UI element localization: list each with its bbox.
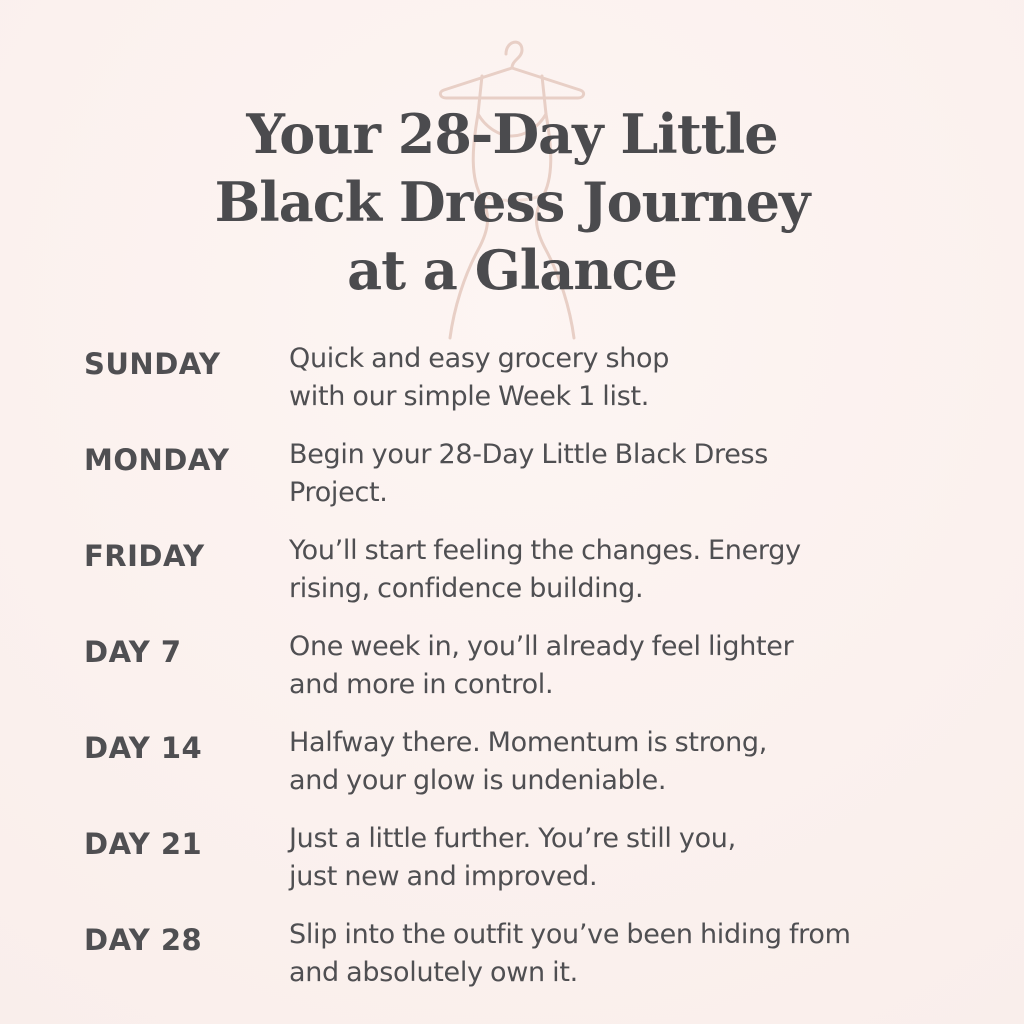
page-title xyxy=(0,100,1024,304)
description-line: You’ll start feeling the changes. Energy xyxy=(289,535,801,566)
description-line: and more in control. xyxy=(289,669,554,700)
day-label: DAY 7 xyxy=(84,635,182,669)
schedule-row-day-21 xyxy=(84,820,984,916)
schedule-row-day-14 xyxy=(84,724,984,820)
description-line: and your glow is undeniable. xyxy=(289,765,667,796)
day-label: SUNDAY xyxy=(84,347,221,381)
title-line: at a Glance xyxy=(347,238,677,302)
schedule-row-monday xyxy=(84,436,984,532)
day-label: FRIDAY xyxy=(84,539,205,573)
title-line: Black Dress Journey xyxy=(214,170,810,234)
schedule-row-friday xyxy=(84,532,984,628)
day-description xyxy=(289,340,984,416)
description-line: Project. xyxy=(289,477,388,508)
schedule-row-day-28 xyxy=(84,916,984,1012)
day-description xyxy=(289,436,984,512)
title-line: Your 28-Day Little xyxy=(246,102,778,166)
day-description xyxy=(289,820,984,896)
description-line: Halfway there. Momentum is strong, xyxy=(289,727,768,758)
schedule-list xyxy=(84,340,984,1012)
description-line: Quick and easy grocery shop xyxy=(289,343,670,374)
description-line: One week in, you’ll already feel lighter xyxy=(289,631,794,662)
description-line: Slip into the outfit you’ve been hiding from xyxy=(289,919,851,950)
schedule-row-sunday xyxy=(84,340,984,436)
description-line: Begin your 28-Day Little Black Dress xyxy=(289,439,769,470)
description-line: rising, confidence building. xyxy=(289,573,644,604)
day-description xyxy=(289,916,984,992)
description-line: Just a little further. You’re still you, xyxy=(289,823,736,854)
schedule-row-day-7 xyxy=(84,628,984,724)
day-label: DAY 28 xyxy=(84,923,203,957)
day-description xyxy=(289,724,984,800)
description-line: with our simple Week 1 list. xyxy=(289,381,650,412)
day-description xyxy=(289,532,984,608)
day-label: MONDAY xyxy=(84,443,230,477)
description-line: and absolutely own it. xyxy=(289,957,578,988)
day-description xyxy=(289,628,984,704)
description-line: just new and improved. xyxy=(289,861,598,892)
day-label: DAY 14 xyxy=(84,731,203,765)
day-label: DAY 21 xyxy=(84,827,203,861)
